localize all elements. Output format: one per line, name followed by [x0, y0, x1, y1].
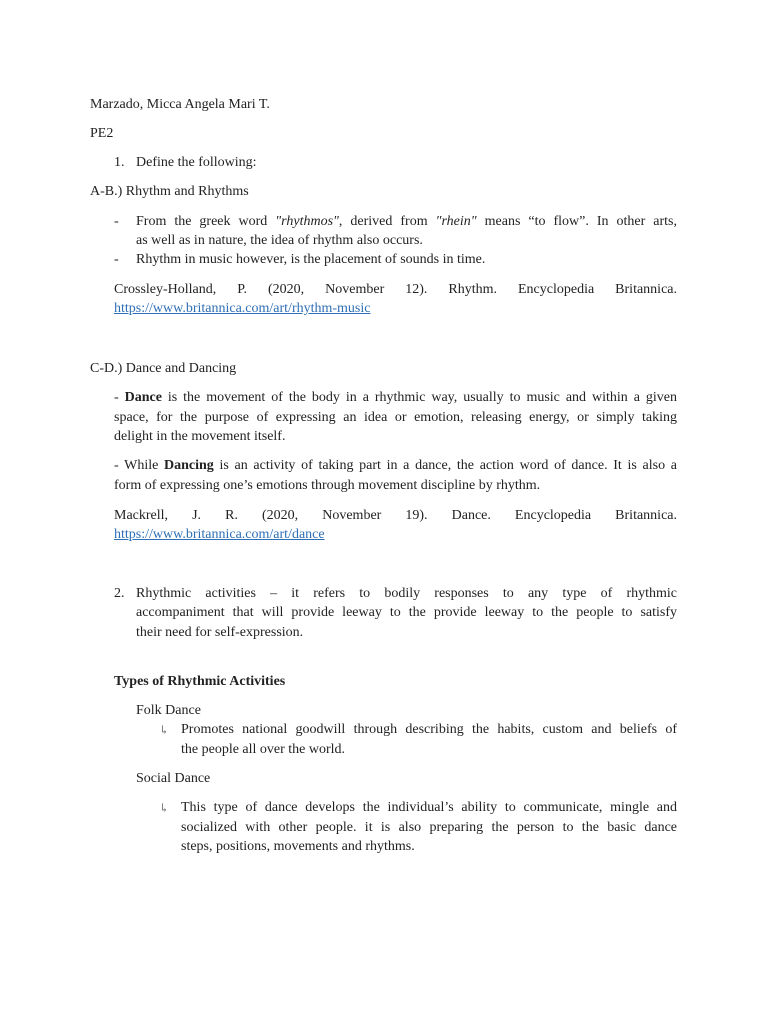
- rhythmic-activities-line1: Rhythmic activities – it refers to bodily responses to any type of rhythmic: [136, 586, 677, 601]
- arrow-icon: ↳: [159, 723, 170, 737]
- social-dance-title: Social Dance: [136, 771, 211, 786]
- rhythm-music-definition: Rhythm in music however, is the placement of sounds in time.: [136, 252, 486, 267]
- bullet-dash: -: [114, 252, 119, 267]
- social-dance-desc-line2: socialized with other people. it is also preparing the person to the basic dance: [181, 820, 677, 835]
- student-name: Marzado, Micca Angela Mari T.: [90, 97, 270, 112]
- social-dance-desc-line1: This type of dance develops the individual’s ability to communicate, mingle and: [181, 800, 677, 815]
- question-2-number: 2.: [114, 586, 125, 601]
- folk-dance-title: Folk Dance: [136, 703, 201, 718]
- arrow-icon: ↳: [159, 801, 170, 815]
- dance-definition-line3: delight in the movement itself.: [114, 429, 286, 444]
- dance-definition-line2: space, for the purpose of expressing an idea or emotion, releasing energy, or simply taking: [114, 410, 677, 425]
- rhythm-definition-line1: From the greek word "rhythmos", derived from "rhein" means “to flow”. In other arts,: [136, 214, 677, 229]
- subject-label: PE2: [90, 126, 114, 141]
- question-1-prompt: Define the following:: [136, 155, 257, 170]
- dance-source-link[interactable]: https://www.britannica.com/art/dance: [114, 527, 325, 542]
- section-ab-heading: A-B.) Rhythm and Rhythms: [90, 184, 249, 199]
- folk-dance-desc-line2: the people all over the world.: [181, 742, 346, 757]
- citation-dance: Mackrell, J. R. (2020, November 19). Dance. Encyclopedia Britannica.: [114, 508, 677, 523]
- folk-dance-desc-line1: Promotes national goodwill through describing the habits, custom and beliefs of: [181, 722, 677, 737]
- types-heading: Types of Rhythmic Activities: [114, 674, 286, 689]
- citation-rhythm-link-wrap: [114, 299, 370, 319]
- social-dance-desc-line3: steps, positions, movements and rhythms.: [181, 839, 415, 854]
- bullet-dash: -: [114, 214, 119, 229]
- rhythmic-activities-line2: accompaniment that will provide leeway to the provide leeway to the people to satisfy: [136, 605, 677, 620]
- dancing-definition-line1: - While Dancing is an activity of taking part in a dance, the action word of dance. It is also a: [114, 458, 677, 473]
- question-1-number: 1.: [114, 155, 125, 170]
- rhythmic-activities-line3: their need for self-expression.: [136, 625, 304, 640]
- rhythm-definition-line2: as well as in nature, the idea of rhythm also occurs.: [136, 233, 423, 248]
- dance-definition-line1: - Dance is the movement of the body in a rhythmic way, usually to music and within a given: [114, 390, 677, 405]
- citation-dance-link-wrap: [114, 525, 325, 545]
- citation-rhythm: Crossley-Holland, P. (2020, November 12). Rhythm. Encyclopedia Britannica.: [114, 282, 677, 297]
- section-cd-heading: C-D.) Dance and Dancing: [90, 361, 237, 376]
- dancing-definition-line2: form of expressing one’s emotions through movement discipline by rhythm.: [114, 478, 541, 493]
- rhythm-source-link[interactable]: https://www.britannica.com/art/rhythm-music: [114, 301, 371, 316]
